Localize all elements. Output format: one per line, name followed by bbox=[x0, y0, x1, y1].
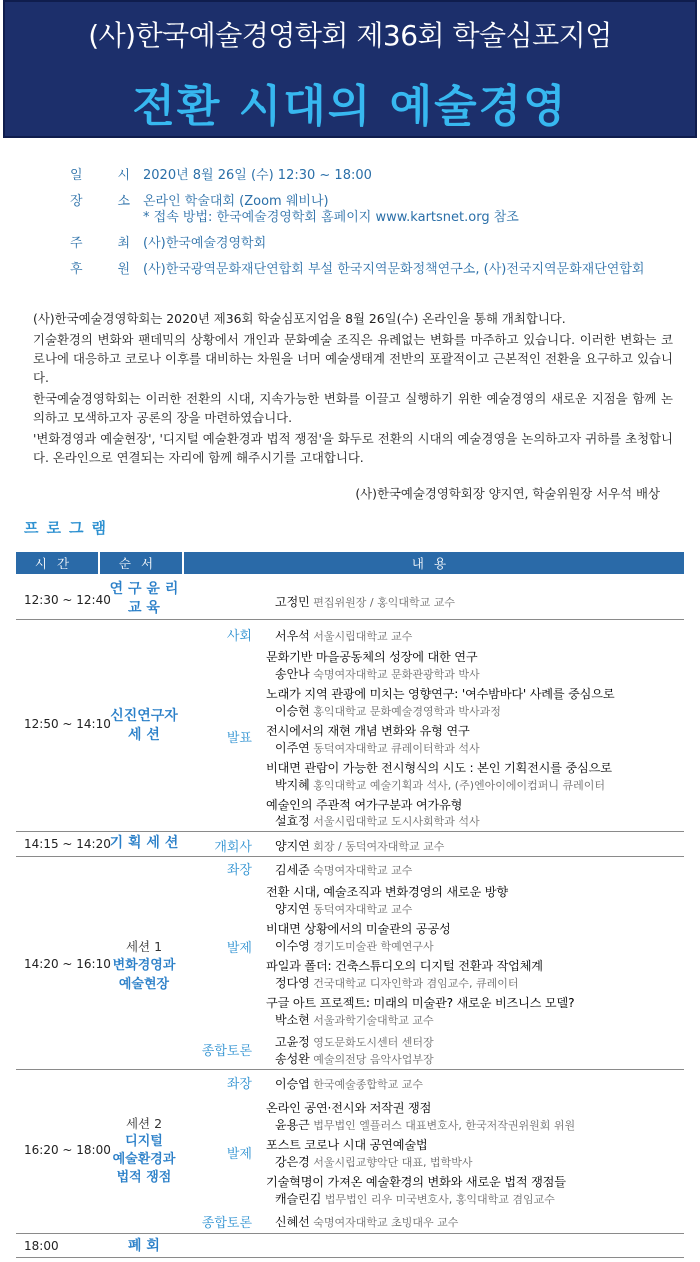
role-label: 종합토론 bbox=[201, 1216, 252, 1231]
session-order: 기 획 세 션 bbox=[109, 835, 179, 851]
intro-paragraph: 기술환경의 변화와 팬데믹의 상황에서 개인과 문화예술 조직은 유례없는 변화를 마주하고 있습니다. 이러한 변화는 코로나에 대응하고 코로나 이후를 대비하는 차원을 너머 예술생태계 전반의 포괄적이고 근본적인 전환을 요구하고 있습니다. bbox=[33, 332, 673, 385]
intro-paragraph: 한국예술경영학회는 이러한 전환의 시대, 지속가능한 변화를 이끌고 실행하기 위한 예술경영의 새로운 지점을 함께 논의하고 모색하고자 공론의 장을 마련하였습니다. bbox=[33, 391, 673, 425]
role-label: 발표 bbox=[226, 731, 252, 746]
intro-paragraph: '변화경영과 예술현장', '디지털 예술환경과 법적 쟁점'을 화두로 전환의 시대의 예술경영을 논의하고자 귀하를 초청합니다. 온라인으로 연결되는 자리에 함께 해주시기를 고대합니다. bbox=[33, 431, 673, 465]
session-order: 폐 회 bbox=[128, 1238, 160, 1254]
talk-title: 온라인 공연·전시와 저작권 쟁점 bbox=[266, 1101, 432, 1115]
session-time: 12:50 ~ 14:10 bbox=[24, 717, 111, 731]
session-time: 12:30 ~ 12:40 bbox=[24, 593, 111, 607]
role-label: 개회사 bbox=[214, 840, 252, 855]
role-label: 종합토론 bbox=[201, 1044, 252, 1059]
role-label: 사회 bbox=[226, 629, 252, 644]
symposium-theme: 전환 시대의 예술경영 bbox=[132, 81, 568, 132]
discussant: 고윤정 영도문화도시센터 센터장 bbox=[275, 1035, 434, 1049]
presenter: 캐슬린김 법무법인 리우 미국변호사, 홍익대학교 겸임교수 bbox=[275, 1192, 555, 1206]
participant: 양지연 회장 / 동덕여자대학교 교수 bbox=[275, 839, 445, 853]
presenter: 윤용근 법무법인 엘플러스 대표변호사, 한국저작권위원회 위원 bbox=[275, 1118, 576, 1132]
intro-paragraph: (사)한국예술경영학회는 2020년 제36회 학술심포지엄을 8월 26일(수) 온라인을 통해 개최합니다. bbox=[33, 311, 566, 326]
header-banner bbox=[3, 0, 697, 138]
info-place-value: 온라인 학술대회 (Zoom 웨비나) bbox=[143, 194, 329, 209]
intro-text bbox=[33, 309, 673, 469]
talk-title: 노래가 지역 관광에 미치는 영향연구: '여수밤바다' 사례를 중심으로 bbox=[266, 687, 615, 701]
session-time: 18:00 bbox=[24, 1239, 59, 1253]
session-time: 16:20 ~ 18:00 bbox=[24, 1143, 111, 1157]
header-content: 내용 bbox=[184, 552, 684, 574]
info-support-key: 후 원 bbox=[70, 262, 130, 277]
role-label: 발제 bbox=[226, 1147, 252, 1162]
presenter: 송안나 숙명여자대학교 문화관광학과 박사 bbox=[275, 667, 480, 681]
presenter: 박소현 서울과학기술대학교 교수 bbox=[275, 1013, 434, 1027]
participant: 서우석 서울시립대학교 교수 bbox=[275, 629, 413, 643]
discussant: 송성완 예술의전당 음악사업부장 bbox=[275, 1052, 434, 1066]
session-order: 연 구 윤 리 교 육 bbox=[109, 581, 179, 616]
row-divider bbox=[16, 856, 684, 857]
info-place-note: * 접속 방법: 한국예술경영학회 홈페이지 www.kartsnet.org 참조 bbox=[143, 210, 519, 225]
talk-title: 전시에서의 재현 개념 변화와 유형 연구 bbox=[266, 724, 470, 738]
info-date-value: 2020년 8월 26일 (수) 12:30 ~ 18:00 bbox=[143, 168, 372, 183]
session-order: 신진연구자 세 션 bbox=[110, 708, 178, 743]
presenter: 이주연 동덕여자대학교 큐레이터학과 석사 bbox=[275, 741, 480, 755]
session-time: 14:15 ~ 14:20 bbox=[24, 837, 111, 851]
talk-title: 예술인의 주관적 여가구분과 여가유형 bbox=[266, 798, 463, 812]
participant: 이승엽 한국예술종합학교 교수 bbox=[275, 1077, 424, 1091]
info-host-key: 주 최 bbox=[70, 236, 130, 251]
participant: 고정민 편집위원장 / 홍익대학교 교수 bbox=[275, 595, 455, 609]
signature: (사)한국예술경영학회장 양지연, 학술위원장 서우석 배상 bbox=[355, 486, 660, 501]
session-time: 14:20 ~ 16:10 bbox=[24, 957, 111, 971]
talk-title: 문화기반 마을공동체의 성장에 대한 연구 bbox=[266, 650, 478, 664]
session-order: 세션 1 변화경영과 예술현장 bbox=[112, 939, 176, 992]
program-title: 프로그램 bbox=[24, 519, 114, 537]
talk-title: 전환 시대, 예술조직과 변화경영의 새로운 방향 bbox=[266, 885, 508, 899]
talk-title: 구글 아트 프로젝트: 미래의 미술관? 새로운 비즈니스 모델? bbox=[266, 996, 575, 1010]
talk-title: 비대면 관람이 가능한 전시형식의 시도 : 본인 기획전시를 중심으로 bbox=[266, 761, 612, 775]
header-time: 시간 bbox=[16, 552, 98, 574]
talk-title: 비대면 상황에서의 미술관의 공공성 bbox=[266, 922, 451, 936]
symposium-title: (사)한국예술경영학회 제36회 학술심포지엄 bbox=[88, 19, 612, 52]
header-order: 순서 bbox=[100, 552, 182, 574]
talk-title: 파일과 폴더: 건축스튜디오의 디지털 전환과 작업체계 bbox=[266, 959, 543, 973]
row-divider bbox=[16, 1233, 684, 1234]
presenter: 이수영 경기도미술관 학예연구사 bbox=[275, 939, 434, 953]
row-divider bbox=[16, 1069, 684, 1070]
role-label: 좌장 bbox=[226, 863, 252, 878]
row-divider bbox=[16, 831, 684, 832]
presenter: 강은경 서울시립교향악단 대표, 법학박사 bbox=[275, 1155, 473, 1169]
presenter: 정다영 건국대학교 디자인학과 겸임교수, 큐레이터 bbox=[275, 976, 519, 990]
role-label: 좌장 bbox=[226, 1077, 252, 1092]
role-label: 발제 bbox=[226, 941, 252, 956]
info-date-key: 일 시 bbox=[70, 168, 130, 183]
talk-title: 포스트 코로나 시대 공연예술법 bbox=[266, 1138, 428, 1152]
info-support-value: (사)한국광역문화재단연합회 부설 한국지역문화정책연구소, (사)전국지역문화재단연합회 bbox=[143, 262, 645, 277]
row-divider bbox=[16, 619, 684, 620]
info-host-value: (사)한국예술경영학회 bbox=[143, 236, 267, 251]
presenter: 박지혜 홍익대학교 예술기획과 석사, (주)엔아이에이컴퍼니 큐레이터 bbox=[275, 778, 605, 792]
participant: 김세준 숙명여자대학교 교수 bbox=[275, 863, 413, 877]
discussant: 신혜선 숙명여자대학교 초빙대우 교수 bbox=[275, 1215, 459, 1229]
talk-title: 기술혁명이 가져온 예술환경의 변화와 새로운 법적 쟁점들 bbox=[266, 1175, 566, 1189]
presenter: 양지연 동덕여자대학교 교수 bbox=[275, 902, 413, 916]
presenter: 설효정 서울시립대학교 도시사회학과 석사 bbox=[275, 814, 480, 828]
info-place-key: 장 소 bbox=[70, 194, 130, 209]
session-order: 세션 2 디지털 예술환경과 법적 쟁점 bbox=[112, 1116, 176, 1185]
row-divider bbox=[16, 1257, 684, 1258]
presenter: 이승현 홍익대학교 문화예술경영학과 박사과정 bbox=[275, 704, 501, 718]
